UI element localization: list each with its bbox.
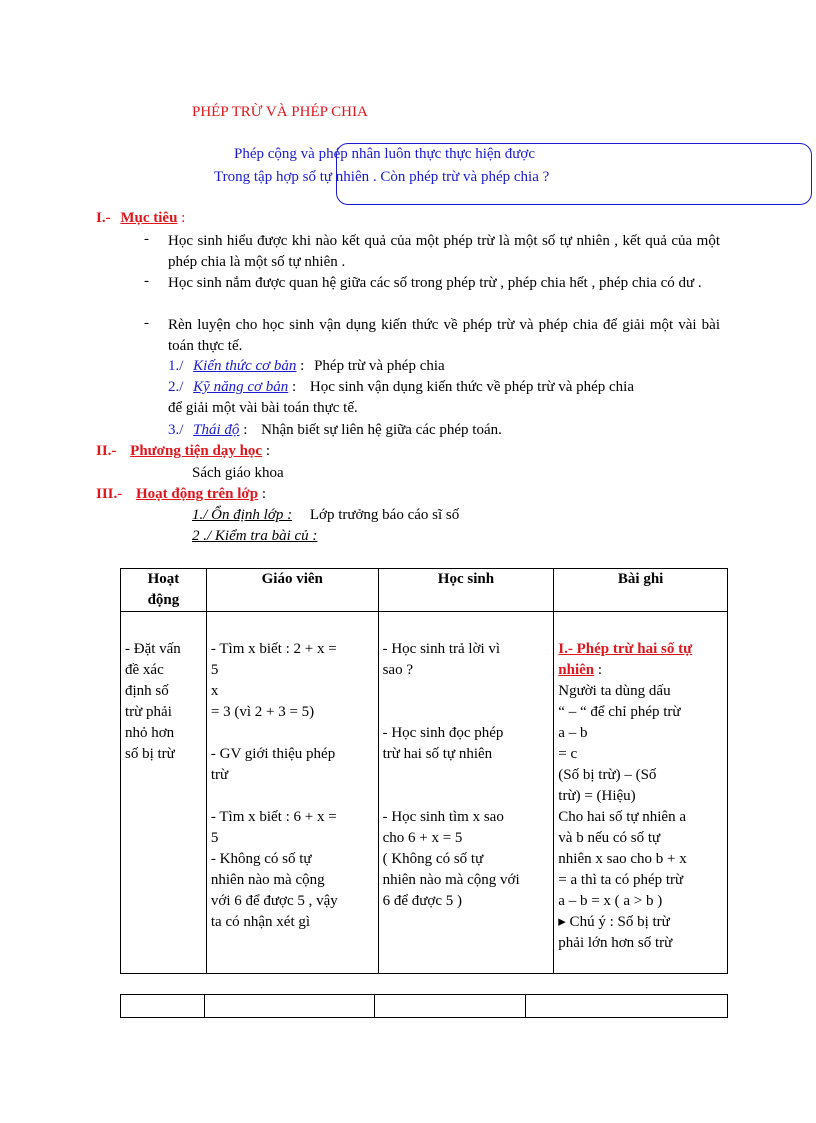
intro-line-1: Phép cộng và phép nhân luôn thực thực hiện được [234, 146, 536, 162]
sub-item-3-sep: : [243, 422, 248, 438]
step2-label: 2 ./ Kiểm tra bài củ : [192, 528, 318, 544]
section1-title: Mục tiêu [120, 210, 178, 226]
section2-title: Phương tiện dạy học [130, 443, 263, 459]
section1-colon: : [181, 210, 186, 226]
notes-body: Người ta dùng dấu “ – “ để chỉ phép trừ a – b = c (Số bị trừ) – (Số trừ) = (Hiệu) Cho hai số tự nhiên a và b nếu có số tự nhiên x sao cho b + x = a thì ta có phép trừ a – b = x ( a > b ) ▸ Chú ý : Số bị trừ phải lớn hơn số trừ [558, 683, 687, 951]
header-hoat-dong: Hoạt động [121, 569, 207, 612]
sub-item-1-num: 1./ [168, 358, 184, 374]
sub-item-3-text: Nhận biết sự liên hệ giữa các phép toán. [261, 422, 502, 438]
step1-label: 1./ Ổn định lớp : [192, 507, 293, 523]
bullet-mark-3: - [144, 315, 149, 331]
sub-item-1-sep: : [300, 358, 305, 374]
section2-heading [96, 443, 270, 460]
section2-number: II.- [96, 443, 117, 459]
sub-item-2-text: Học sinh vận dụng kiến thức về phép trừ và phép chia [309, 379, 635, 395]
section1-number: I.- [96, 210, 111, 226]
sub-item-1-label: Kiến thức cơ bản [193, 358, 297, 374]
page-title: PHÉP TRỪ VÀ PHÉP CHIA [192, 104, 368, 120]
empty-cell [526, 995, 728, 1018]
cell-student: - Học sinh trả lời vì sao ? - Học sinh đọc phép trừ hai số tự nhiên - Học sinh tìm x sao cho 6 + x = 5 ( Không có số tự nhiên nào mà cộng với 6 để được 5 ) [378, 612, 554, 974]
empty-table [120, 994, 728, 1018]
lesson-table [120, 568, 728, 974]
section3-heading [96, 486, 266, 503]
intro-line-2: Trong tập hợp số tự nhiên . Còn phép trừ và phép chia ? [214, 169, 550, 185]
header-hoc-sinh: Học sinh [378, 569, 554, 612]
section1-heading [96, 210, 185, 227]
section3-colon: : [261, 486, 267, 502]
notes-heading: I.- Phép trừ hai số tự nhiên [558, 641, 693, 678]
sub-item-2 [168, 379, 634, 396]
section2-colon: : [265, 443, 271, 459]
sub-item-2-label: Kỹ năng cơ bản [193, 379, 289, 395]
sub-item-1-text: Phép trừ và phép chia [314, 358, 445, 374]
sub-item-3-label: Thái độ [193, 422, 240, 438]
section2-text: Sách giáo khoa [192, 465, 284, 481]
cell-activity: - Đặt vấn đề xác định số trừ phải nhỏ hơn số bị trừ [121, 612, 207, 974]
table-row [121, 612, 728, 974]
cell-teacher: - Tìm x biết : 2 + x = 5 x = 3 (vì 2 + 3 = 5) - GV giới thiệu phép trừ - Tìm x biết : 6 + x = 5 - Không có số tự nhiên nào mà cộng với 6 để được 5 , vậy ta có nhận xét gì [206, 612, 378, 974]
sub-item-3-num: 3./ [168, 422, 184, 438]
empty-table-row [121, 995, 728, 1018]
bullet-text-3: Rèn luyện cho học sinh vận dụng kiến thức về phép trừ và phép chia để giải một vài bài toán thực tế. [168, 317, 720, 354]
header-giao-vien: Giáo viên [206, 569, 378, 612]
sub-item-2-num: 2./ [168, 379, 184, 395]
section3-number: III.- [96, 486, 123, 502]
empty-cell [121, 995, 205, 1018]
bullet-text-1: Học sinh hiểu được khi nào kết quả của một phép trừ là một số tự nhiên , kết quả của một phép chia là một số tự nhiên . [168, 233, 720, 270]
sub-item-2-continued: để giải một vài bài toán thực tế. [168, 400, 358, 416]
sub-item-3 [168, 422, 502, 439]
step1 [192, 507, 459, 524]
sub-item-1 [168, 358, 445, 375]
bullet-text-2: Học sinh nắm được quan hệ giữa các số trong phép trừ , phép chia hết , phép chia có dư . [168, 275, 702, 291]
bullet-mark-1: - [144, 231, 149, 247]
section3-title: Hoạt động trên lớp [136, 486, 259, 502]
step1-text: Lớp trưởng báo cáo sĩ số [309, 507, 460, 523]
cell-notes [554, 612, 728, 974]
header-bai-ghi: Bài ghi [554, 569, 728, 612]
notes-heading-colon: : [597, 662, 603, 678]
empty-cell [204, 995, 374, 1018]
empty-cell [374, 995, 526, 1018]
sub-item-2-sep: : [292, 379, 297, 395]
bullet-mark-2: - [144, 273, 149, 289]
table-header-row [121, 569, 728, 612]
